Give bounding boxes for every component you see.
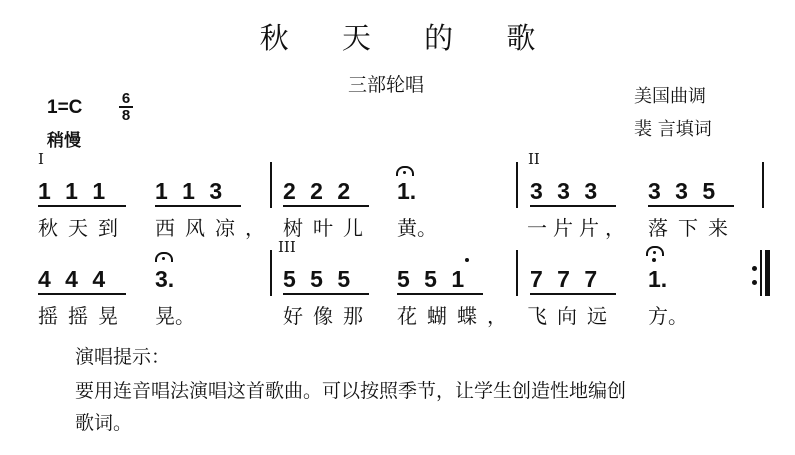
repeat-dot-top: [752, 266, 757, 271]
final-barline-thick: [765, 250, 770, 296]
notes-r2-5: 7 7 7: [530, 266, 598, 292]
time-signature: [118, 91, 134, 123]
lyric-r1-6: 落下来: [648, 216, 738, 240]
tempo-marking: 稍慢: [47, 131, 81, 151]
time-signature-top: 6: [121, 90, 131, 107]
lyricist-credit: 裴 言填词: [634, 119, 712, 140]
underline-r2-3: [283, 293, 369, 295]
time-signature-bottom: 8: [121, 107, 131, 124]
lyric-r1-3: 树叶儿: [283, 216, 373, 240]
performance-hint-heading: 演唱提示：: [75, 346, 171, 368]
lyric-r2-3: 好像那: [283, 304, 373, 328]
underline-r1-2: [155, 205, 241, 207]
barline-r1-a: [270, 162, 272, 208]
lyric-r2-5: 飞向远: [527, 304, 617, 328]
notes-r1-2: 1 1 3: [155, 178, 223, 204]
lyric-r2-2: 晃。: [155, 304, 195, 328]
notes-r2-3: 5 5 5: [283, 266, 351, 292]
performance-hint-line-2: 歌词。: [75, 412, 133, 434]
underline-r1-6: [648, 205, 734, 207]
lyric-r1-1: 秋天到: [38, 216, 128, 240]
final-barline-thin: [760, 250, 762, 296]
lyric-r1-2: 西风凉，: [155, 216, 275, 240]
composer-credit: 美国曲调: [634, 86, 706, 107]
high-octave-dot-r2-4: [465, 258, 469, 262]
part-marker-one: I: [38, 150, 44, 168]
notes-r1-1: 1 1 1: [38, 178, 106, 204]
underline-r2-1: [38, 293, 126, 295]
notes-r1-5: 3 3 3: [530, 178, 598, 204]
lyric-r2-6: 方。: [648, 304, 688, 328]
notes-r2-1: 4 4 4: [38, 266, 106, 292]
underline-r1-3: [283, 205, 369, 207]
notes-r2-6: 1.: [648, 266, 668, 292]
lyric-r1-4: 黄。: [397, 216, 437, 240]
fermata-r2-b: [646, 246, 664, 256]
barline-r2-b: [516, 250, 518, 296]
underline-r2-5: [530, 293, 616, 295]
key-signature: 1=C: [47, 97, 83, 118]
underline-r2-4: [397, 293, 483, 295]
notes-r1-6: 3 3 5: [648, 178, 716, 204]
part-marker-two: II: [528, 150, 540, 168]
notes-r1-4: 1.: [397, 178, 417, 204]
song-title: 秋 天 的 歌: [259, 21, 558, 55]
lyric-r1-5: 一片片，: [527, 216, 631, 240]
notes-r2-4: 5 5 1: [397, 266, 465, 292]
fermata-r2-a: [155, 252, 173, 262]
lyric-r2-1: 摇摇晃: [38, 304, 128, 328]
underline-r1-1: [38, 205, 126, 207]
barline-r1-c: [762, 162, 764, 208]
subtitle: 三部轮唱: [348, 74, 425, 96]
lyric-r2-4: 花蝴蝶，: [397, 304, 517, 328]
fermata-r1: [396, 166, 414, 176]
notes-r2-2: 3.: [155, 266, 175, 292]
barline-r1-b: [516, 162, 518, 208]
high-octave-dot-r2-6: [652, 258, 656, 262]
repeat-dot-bottom: [752, 280, 757, 285]
notes-r1-3: 2 2 2: [283, 178, 351, 204]
part-marker-three: III: [278, 238, 296, 256]
underline-r1-5: [530, 205, 616, 207]
performance-hint-line-1: 要用连音唱法演唱这首歌曲。可以按照季节，让学生创造性地编创: [75, 380, 627, 402]
barline-r2-a: [270, 250, 272, 296]
